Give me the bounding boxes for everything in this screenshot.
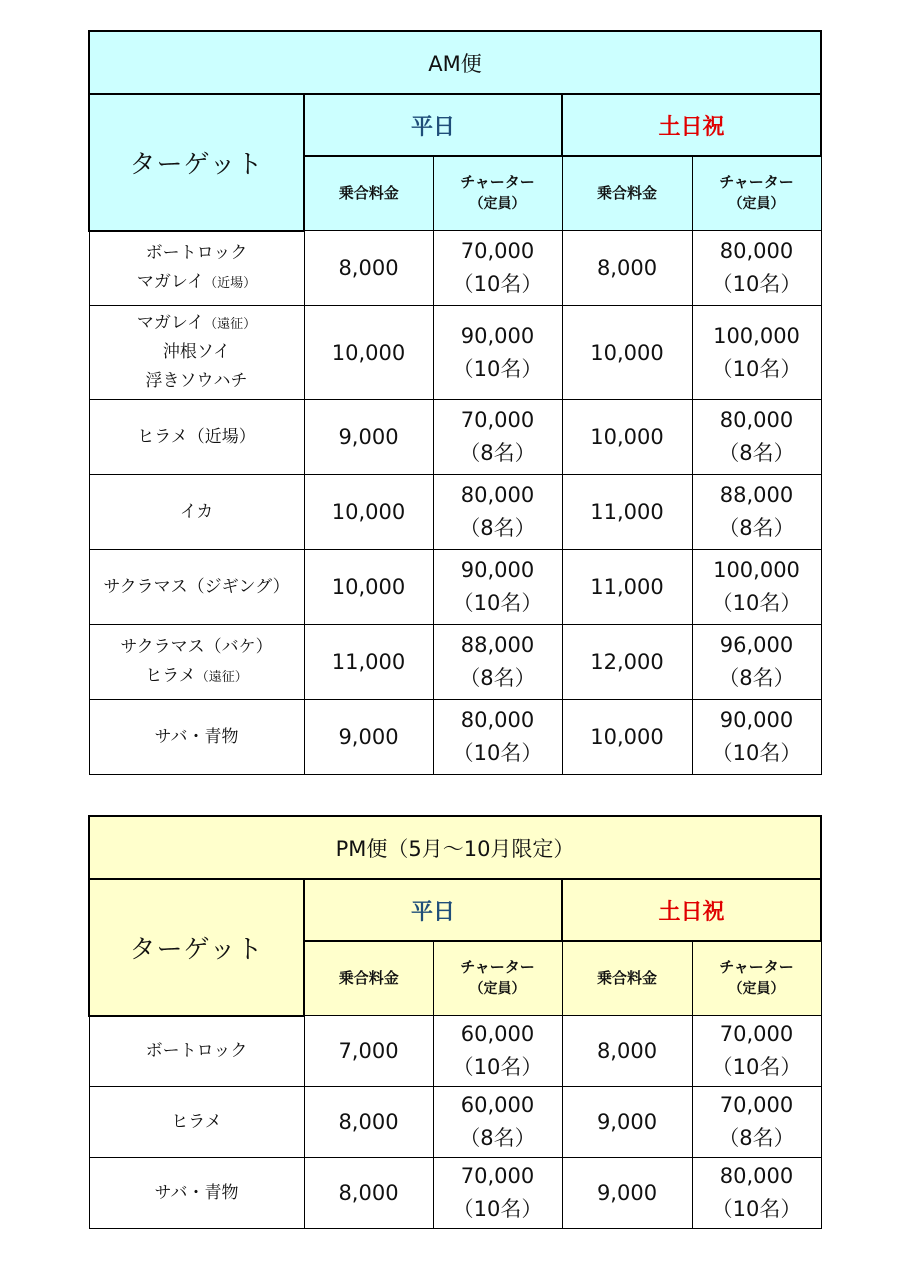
charter-price: 90,000 (460, 558, 535, 583)
weekday-shared-price: 10,000 (304, 550, 433, 625)
pm-holiday-header: 土日祝 (562, 879, 821, 941)
table-row (89, 550, 821, 625)
charter-label: チャーター (460, 958, 535, 977)
charter-capacity: （10名） (452, 741, 543, 765)
charter-price: 80,000 (719, 1164, 794, 1189)
target-cell (89, 1087, 304, 1158)
target-note: （遠征） (204, 317, 257, 333)
pm-target-header: ターゲット (89, 879, 304, 1016)
target-line (90, 1179, 304, 1208)
weekday-charter-price (433, 306, 562, 400)
charter-price: 80,000 (460, 483, 535, 508)
holiday-shared-price: 11,000 (562, 550, 692, 625)
target-line (90, 239, 304, 268)
target-name: サバ・青物 (154, 1182, 239, 1203)
pm-weekday-charter-header (433, 941, 562, 1016)
weekday-shared-price: 11,000 (304, 625, 433, 700)
target-name: ヒラメ (171, 1111, 222, 1132)
table-row (89, 1087, 821, 1158)
table-row (89, 625, 821, 700)
target-name: マガレイ (136, 272, 205, 293)
am-target-header: ターゲット (89, 94, 304, 231)
holiday-shared-price: 12,000 (562, 625, 692, 700)
pm-table-title: PM便（5月～10月限定） (89, 816, 821, 879)
weekday-shared-price: 7,000 (304, 1016, 433, 1087)
charter-capacity: （10名） (452, 272, 543, 296)
charter-price: 88,000 (719, 483, 794, 508)
holiday-shared-price: 8,000 (562, 1016, 692, 1087)
charter-price: 70,000 (719, 1093, 794, 1118)
weekday-charter-price (433, 400, 562, 475)
weekday-shared-price: 8,000 (304, 231, 433, 306)
weekday-shared-price: 10,000 (304, 306, 433, 400)
pm-holiday-charter-header (692, 941, 821, 1016)
table-row (89, 1016, 821, 1087)
target-line (90, 498, 304, 527)
charter-price: 90,000 (460, 323, 535, 348)
holiday-charter-price (692, 1016, 821, 1087)
target-name: サクラマス（ジギング） (103, 576, 290, 597)
target-note: （近場） (204, 276, 257, 292)
charter-capacity: （8名） (718, 1126, 795, 1150)
charter-price: 60,000 (460, 1093, 535, 1118)
target-line (90, 662, 304, 691)
target-line (90, 633, 304, 662)
target-name: 沖根ソイ (162, 342, 231, 363)
charter-capacity: （10名） (711, 591, 802, 615)
am-weekday-shared-header: 乗合料金 (304, 156, 433, 231)
charter-price: 88,000 (460, 633, 535, 658)
capacity-label: （定員） (728, 981, 785, 998)
target-name: マガレイ (136, 313, 205, 334)
pm-group-header-row (89, 879, 821, 941)
pm-weekday-shared-header: 乗合料金 (304, 941, 433, 1016)
target-line (90, 1037, 304, 1066)
holiday-charter-price (692, 306, 821, 400)
charter-capacity: （8名） (459, 666, 536, 690)
charter-price: 70,000 (460, 1164, 535, 1189)
charter-capacity: （8名） (718, 666, 795, 690)
charter-capacity: （10名） (711, 356, 802, 381)
am-holiday-header: 土日祝 (562, 94, 821, 156)
capacity-label: （定員） (728, 196, 785, 213)
am-holiday-charter-header (692, 156, 821, 231)
am-holiday-shared-header: 乗合料金 (562, 156, 692, 231)
table-row (89, 400, 821, 475)
charter-capacity: （10名） (452, 1055, 543, 1079)
charter-price: 96,000 (719, 633, 794, 658)
holiday-charter-price (692, 625, 821, 700)
am-title-row (89, 31, 821, 94)
pm-price-table (88, 815, 822, 1229)
weekday-shared-price: 8,000 (304, 1087, 433, 1158)
target-cell (89, 625, 304, 700)
charter-price: 100,000 (713, 558, 800, 583)
am-table-title: AM便 (89, 31, 821, 94)
charter-price: 80,000 (719, 408, 794, 433)
charter-capacity: （10名） (711, 1055, 802, 1079)
charter-capacity: （8名） (459, 516, 536, 540)
holiday-shared-price: 8,000 (562, 231, 692, 306)
target-name: ボートロック (145, 243, 248, 264)
charter-capacity: （10名） (452, 591, 543, 615)
pm-weekday-header: 平日 (304, 879, 562, 941)
pm-table-body (89, 816, 821, 1229)
target-line (90, 723, 304, 752)
target-cell (89, 400, 304, 475)
table-row (89, 306, 821, 400)
target-line (90, 268, 304, 297)
target-cell (89, 306, 304, 400)
capacity-label: （定員） (469, 981, 526, 998)
holiday-charter-price (692, 550, 821, 625)
holiday-shared-price: 10,000 (562, 400, 692, 475)
weekday-shared-price: 9,000 (304, 700, 433, 775)
am-weekday-header: 平日 (304, 94, 562, 156)
target-name: ボートロック (145, 1040, 248, 1061)
weekday-charter-price (433, 475, 562, 550)
target-line (90, 367, 304, 396)
target-name: ヒラメ (145, 666, 196, 686)
am-price-table (88, 30, 822, 775)
charter-price: 100,000 (713, 323, 800, 348)
target-line (90, 423, 304, 452)
charter-capacity: （10名） (711, 272, 802, 296)
target-name: イカ (179, 501, 214, 522)
charter-price: 70,000 (460, 239, 535, 264)
target-cell (89, 1158, 304, 1229)
weekday-charter-price (433, 700, 562, 775)
holiday-charter-price (692, 700, 821, 775)
charter-capacity: （10名） (711, 741, 802, 765)
pm-holiday-shared-header: 乗合料金 (562, 941, 692, 1016)
charter-capacity: （10名） (452, 1197, 543, 1221)
charter-label: チャーター (719, 958, 794, 977)
weekday-charter-price (433, 231, 562, 306)
charter-capacity: （8名） (718, 516, 795, 540)
target-name: サクラマス（バケ） (120, 637, 273, 658)
charter-capacity: （10名） (711, 1197, 802, 1221)
charter-capacity: （8名） (459, 441, 536, 465)
target-note: （遠征） (195, 670, 248, 685)
target-line (90, 338, 304, 367)
weekday-shared-price: 10,000 (304, 475, 433, 550)
charter-price: 80,000 (719, 239, 794, 264)
weekday-charter-price (433, 1158, 562, 1229)
target-cell (89, 550, 304, 625)
table-row (89, 475, 821, 550)
holiday-charter-price (692, 1158, 821, 1229)
holiday-shared-price: 9,000 (562, 1158, 692, 1229)
table-row (89, 700, 821, 775)
holiday-charter-price (692, 400, 821, 475)
target-cell (89, 1016, 304, 1087)
holiday-shared-price: 10,000 (562, 700, 692, 775)
charter-price: 90,000 (719, 708, 794, 733)
holiday-shared-price: 11,000 (562, 475, 692, 550)
target-name: サバ・青物 (154, 726, 239, 747)
holiday-charter-price (692, 475, 821, 550)
weekday-charter-price (433, 1087, 562, 1158)
charter-capacity: （8名） (459, 1126, 536, 1150)
target-line (90, 309, 304, 338)
charter-label: チャーター (460, 173, 535, 192)
target-line (90, 573, 304, 602)
holiday-shared-price: 9,000 (562, 1087, 692, 1158)
weekday-shared-price: 9,000 (304, 400, 433, 475)
charter-price: 80,000 (460, 708, 535, 733)
target-line (90, 1108, 304, 1137)
target-cell (89, 700, 304, 775)
target-name: 浮きソウハチ (145, 370, 248, 391)
target-cell (89, 475, 304, 550)
table-row (89, 1158, 821, 1229)
capacity-label: （定員） (469, 196, 526, 213)
holiday-charter-price (692, 1087, 821, 1158)
target-name: ヒラメ（近場） (137, 426, 256, 447)
table-row (89, 231, 821, 306)
am-table-body (89, 31, 821, 775)
target-cell (89, 231, 304, 306)
charter-capacity: （8名） (718, 441, 795, 465)
charter-price: 70,000 (719, 1022, 794, 1047)
holiday-shared-price: 10,000 (562, 306, 692, 400)
weekday-charter-price (433, 625, 562, 700)
weekday-shared-price: 8,000 (304, 1158, 433, 1229)
charter-capacity: （10名） (452, 356, 543, 381)
charter-price: 60,000 (460, 1022, 535, 1047)
holiday-charter-price (692, 231, 821, 306)
charter-label: チャーター (719, 173, 794, 192)
weekday-charter-price (433, 550, 562, 625)
charter-price: 70,000 (460, 408, 535, 433)
weekday-charter-price (433, 1016, 562, 1087)
am-group-header-row (89, 94, 821, 156)
am-weekday-charter-header (433, 156, 562, 231)
pm-title-row (89, 816, 821, 879)
